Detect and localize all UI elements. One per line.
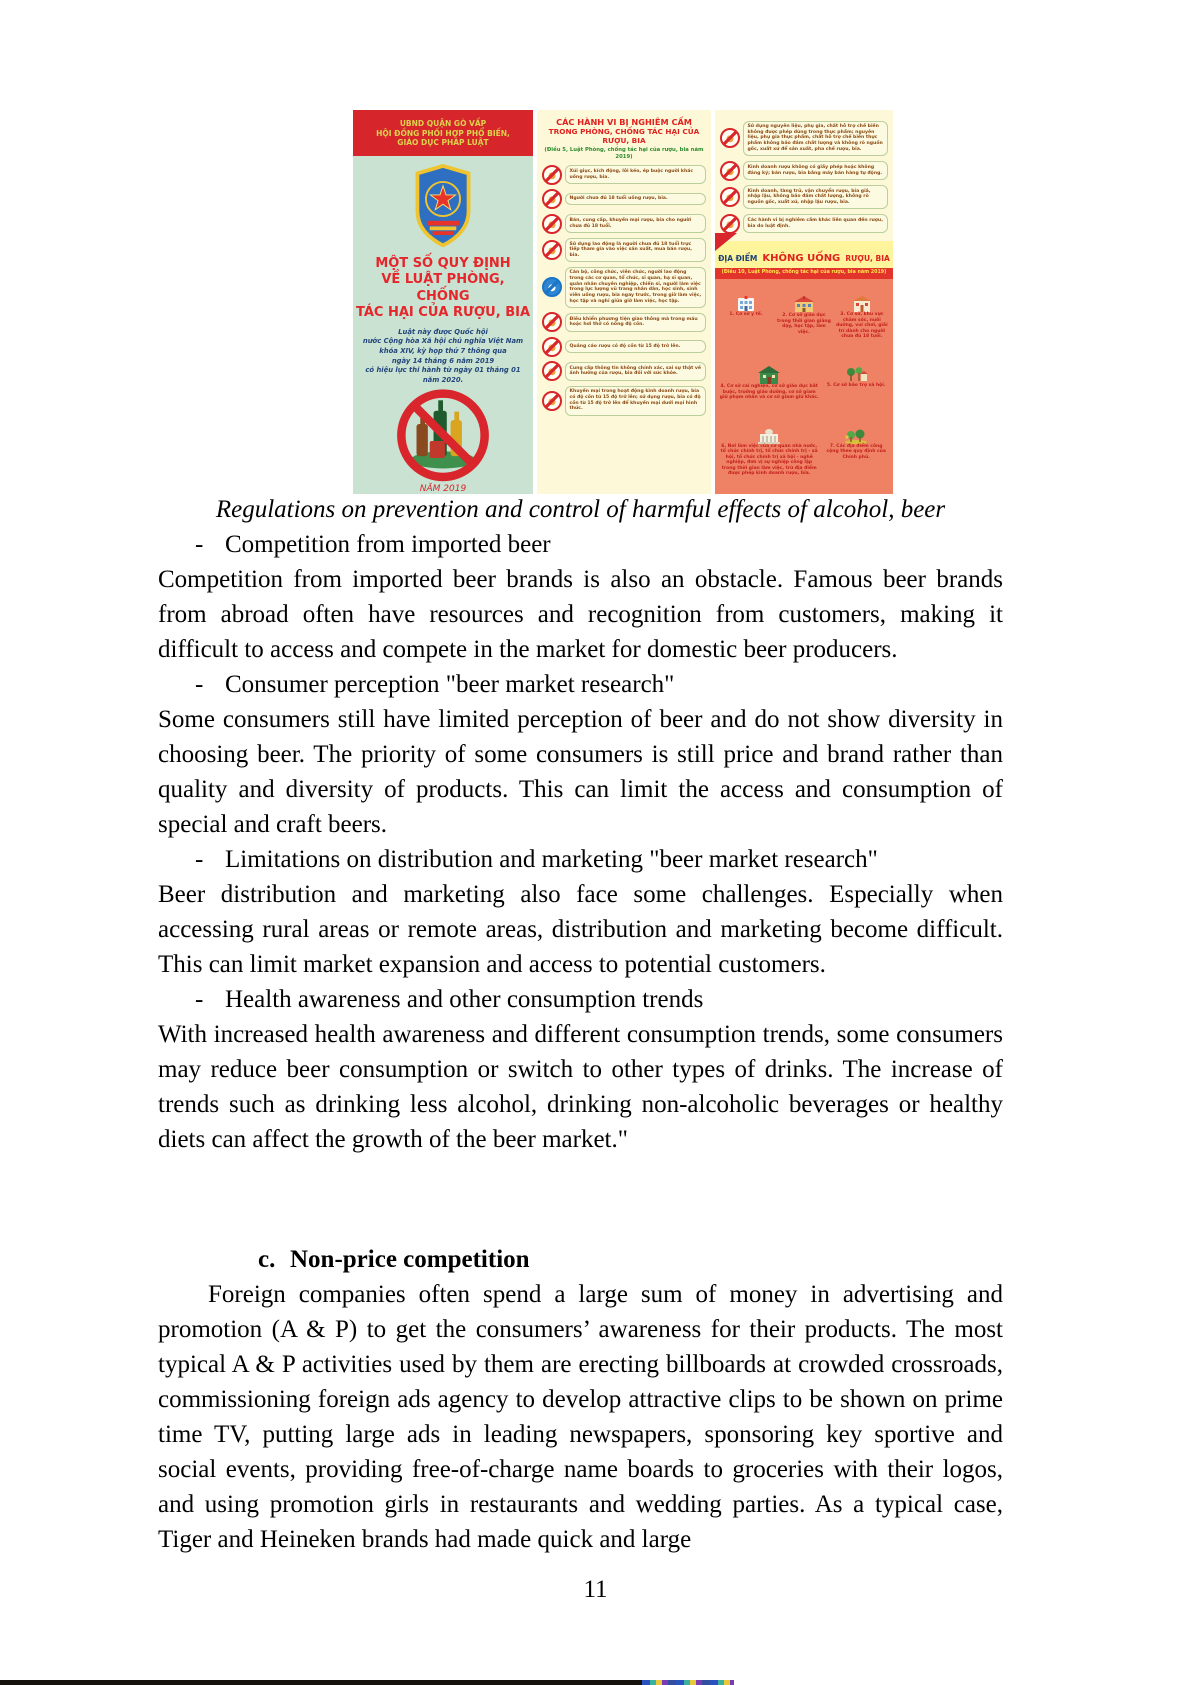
- prohibited-acts-subtitle: (Điều 5, Luật Phòng, chống tác hại của rượu, bia năm 2019): [544, 147, 704, 160]
- no-drinking-location: [821, 426, 891, 479]
- banner-ribbon: [715, 233, 737, 251]
- prohibited-item: [542, 386, 706, 416]
- paragraph: Beer distribution and marketing also face some challenges. Especially when accessing rural areas or remote areas, distribution and marketing become difficult. This can limit market expansion and access to potential customers.: [158, 881, 1003, 978]
- house-icon: [757, 366, 781, 384]
- no-alcohol-sign-icon: [393, 388, 493, 483]
- prohibition-icon: [542, 165, 562, 185]
- prohibited-item-text: Kinh doanh, tàng trữ, vận chuyển rượu, bia giả, nhập lậu, không bảo đảm chất lượng, không rõ nguồn gốc, xuất xứ, nhập lậu rượu, bia.: [743, 185, 888, 209]
- no-drinking-places-banner: [715, 241, 893, 268]
- poster-title-line: VỀ LUẬT PHÒNG, CHỐNG: [381, 272, 505, 304]
- police-emblem-icon: [410, 164, 476, 247]
- prohibited-item-text: Khuyến mại trong hoạt động kinh doanh rượu, bia có độ cồn từ 15 độ trở lên; sử dụng rượu, bia có độ cồn từ 15 độ trở lên để khuyến mại dưới mọi hình thức.: [565, 386, 706, 416]
- bullet-line: [158, 842, 1003, 877]
- agency-line: HỘI ĐỒNG PHỐI HỢP PHỔ BIẾN,: [376, 128, 510, 138]
- law-note-line: có hiệu lực thi hành từ ngày 01 tháng 01 năm 2020.: [365, 366, 521, 384]
- poster-right-items: [715, 110, 893, 241]
- prohibited-item-text: Sử dụng lao động là người chưa đủ 18 tuổi trực tiếp tham gia vào việc sản xuất, mua bán rượu, bia.: [565, 238, 706, 262]
- prohibited-item: [542, 312, 706, 332]
- alcohol-law-poster: [353, 110, 893, 494]
- prohibition-icon: [542, 361, 562, 381]
- prohibited-item: [542, 361, 706, 381]
- prohibited-item-text: Điều khiển phương tiện giao thông mà trong máu hoặc hơi thở có nồng độ cồn.: [565, 313, 706, 331]
- location-label: 5. Cơ sở bảo trợ xã hội.: [826, 383, 886, 389]
- no-drinking-location: [775, 294, 833, 342]
- care-facility-icon: [852, 296, 872, 312]
- poster-title: [353, 256, 533, 322]
- prohibition-icon: [720, 128, 740, 148]
- location-label: 3. Cơ sở, khu vực chăm sóc, nuôi dưỡng, vui chơi, giải trí dành cho người chưa đủ 18 tuổi.: [836, 312, 888, 340]
- prohibited-item-text: Quảng cáo rượu có độ cồn từ 15 độ trở lên.: [565, 340, 706, 353]
- poster-agency-header: [353, 110, 533, 156]
- banner-prefix: ĐỊA ĐIỂM: [718, 253, 758, 263]
- location-label: 6. Nơi làm việc của cơ quan nhà nước, tổ chức chính trị, tổ chức chính trị - xã hội, tổ chức chính trị xã hội - nghề nghiệp, đơn vị sự nghiệp công lập trong thời gian làm việc, trừ địa điểm được phép kinh doanh rượu, bia.: [720, 443, 818, 477]
- prohibition-icon: [720, 187, 740, 207]
- prohibited-item: [542, 214, 706, 234]
- no-drinking-location: [717, 426, 821, 479]
- prohibited-item: [720, 121, 888, 157]
- prohibited-item-text: Bán, cung cấp, khuyến mại rượu, bia cho người chưa đủ 18 tuổi.: [565, 214, 706, 232]
- section-title: Non-price competition: [290, 1246, 530, 1273]
- bullet-line: [158, 667, 1003, 702]
- school-icon: [793, 296, 815, 313]
- prohibited-acts-title: CÁC HÀNH VI BỊ NGHIÊM CẤM: [556, 117, 692, 127]
- public-place-icon: [844, 428, 868, 444]
- poster-law-note: [353, 328, 533, 386]
- no-drinking-places-subtitle: (Điều 10, Luật Phòng, chống tác hại của rượu, bia năm 2019): [715, 268, 893, 279]
- prohibited-item: [720, 185, 888, 209]
- location-label: 2. Cơ sở giáo dục trong thời gian giảng dạy, học tập, làm việc.: [777, 313, 831, 335]
- prohibited-item-text: Cung cấp thông tin không chính xác, sai sự thật về ảnh hưởng của rượu, bia đối với sức khỏe.: [565, 362, 706, 380]
- poster-right-column: [715, 110, 893, 494]
- poster-year: NĂM 2019: [419, 484, 467, 494]
- poster-title-line: TÁC HẠI CỦA RƯỢU, BIA: [355, 305, 531, 321]
- page-number: 11: [583, 1576, 608, 1603]
- banner-suffix: RƯỢU, BIA: [845, 253, 890, 263]
- prohibited-item: [542, 165, 706, 185]
- bullet-line: [158, 527, 1003, 562]
- prohibition-icon: [720, 214, 740, 234]
- prohibited-item: [720, 161, 888, 181]
- no-drinking-location: [833, 294, 891, 342]
- section-heading: [158, 1242, 1003, 1277]
- poster-middle-column: [537, 110, 711, 494]
- law-note-line: ngày 14 tháng 6 năm 2019: [391, 356, 495, 365]
- prohibition-icon: [542, 240, 562, 260]
- location-label: 1. Cơ sở y tế.: [729, 312, 763, 318]
- bullet-text: Limitations on distribution and marketing "beer market research": [225, 846, 878, 873]
- prohibited-item: [542, 337, 706, 357]
- prohibited-item-text: Các hành vi bị nghiêm cấm khác liên quan đến rượu, bia do luật định.: [743, 214, 888, 232]
- bullet-line: [158, 982, 1003, 1017]
- no-drinking-locations: [715, 279, 893, 494]
- prohibited-acts-title-line2: TRONG PHÒNG, CHỐNG TÁC HẠI CỦA RƯỢU, BIA: [548, 127, 700, 145]
- blank-space: [158, 1157, 1003, 1242]
- bullet-dash: -: [195, 846, 204, 873]
- location-label: 7. Các địa điểm công cộng theo quy định của Chính phủ.: [826, 443, 886, 460]
- paragraph: Foreign companies often spend a large sum of money in advertising and promotion (A & P) to get the consumers’ awareness for their products. The most typical A & P activities used by them are erecting billboards at crowded crossroads, commissioning foreign ads agency to develop attractive clips to be shown on prime time TV, putting large ads in leading newspapers, sponsoring key sportive and social events, providing free-of-charge name boards to groceries with their logos, and using promotion girls in restaurants and wedding parties. As a typical case, Tiger and Heineken brands had made quick and large: [158, 1281, 1003, 1553]
- prohibition-icon: [542, 189, 562, 209]
- prohibition-icon: [720, 161, 740, 181]
- paragraph: Competition from imported beer brands is also an obstacle. Famous beer brands from abroad often have resources and recognition from customers, making it difficult to access and compete in the market for domestic beer producers.: [158, 566, 1003, 663]
- banner-highlight: KHÔNG UỐNG: [762, 252, 841, 264]
- bullet-dash: -: [195, 531, 204, 558]
- prohibited-item-text: Kinh doanh rượu không có giấy phép hoặc không đăng ký; bán rượu, bia bằng máy bán hàng tự động.: [743, 161, 888, 179]
- poster-title-line: MỘT SỐ QUY ĐỊNH: [375, 255, 511, 271]
- law-note-line: khóa XIV, kỳ họp thứ 7 thông qua: [379, 346, 507, 355]
- hospital-icon: [736, 296, 756, 312]
- prohibited-item: [542, 267, 706, 308]
- agency-line: GIÁO DỤC PHÁP LUẬT: [397, 138, 489, 147]
- prohibition-icon: [542, 214, 562, 234]
- bottom-edge-bar: [0, 1680, 642, 1685]
- prohibition-icon: [542, 337, 562, 357]
- social-protection-icon: [845, 366, 867, 383]
- section-letter: c.: [258, 1246, 276, 1273]
- prohibited-item-text: Xúi giục, kích động, lôi kéo, ép buộc người khác uống rượu, bia.: [565, 165, 706, 183]
- paragraph: With increased health awareness and different consumption trends, some consumers may reduce beer consumption or switch to other types of drinks. The increase of trends such as drinking less alcohol, drinking non-alcoholic beverages or healthy diets can affect the growth of the beer market.": [158, 1021, 1003, 1153]
- bullet-text: Competition from imported beer: [225, 531, 551, 558]
- prohibition-icon: [542, 391, 562, 411]
- bottom-edge-artifact: [642, 1680, 734, 1685]
- paragraph: Some consumers still have limited perception of beer and do not show diversity in choosing beer. The priority of some consumers is still price and brand rather than quality and diversity of products. This can limit the access and consumption of special and craft beers.: [158, 706, 1003, 838]
- no-drinking-location: [717, 294, 775, 342]
- no-drinking-location: [821, 364, 891, 403]
- prohibited-item: [720, 214, 888, 234]
- poster-left-column: [353, 110, 533, 494]
- agency-line: UBND QUẬN GÒ VẤP: [399, 119, 487, 128]
- prohibited-item-text: Người chưa đủ 18 tuổi uống rượu, bia.: [565, 193, 706, 206]
- prohibited-item: [542, 189, 706, 209]
- bullet-dash: -: [195, 671, 204, 698]
- prohibited-item-text: Sử dụng nguyên liệu, phụ gia, chất hỗ trợ chế biến không được phép dùng trong thực phẩm; nguyên liệu, phụ gia thực phẩm, chất hỗ trợ chế biến thực phẩm không bảo đảm chất lượng và không rõ nguồn gốc, xuất xứ để sản xuất, pha chế rượu, bia.: [743, 121, 888, 157]
- prohibited-item-text: Cán bộ, công chức, viên chức, người lao động trong các cơ quan, tổ chức, sĩ quan, hạ sĩ quan, quân nhân chuyên nghiệp, chiến sĩ, người làm việc trong lực lượng vũ trang nhân dân, học sinh, sinh viên uống rượu, bia ngay trước, trong giờ làm việc, học tập và nghỉ giữa giờ làm việc, học tập.: [565, 267, 706, 308]
- prohibition-icon: [542, 277, 562, 297]
- document-body: [158, 492, 1003, 1557]
- figure-caption: Regulations on prevention and control of harmful effects of alcohol, beer: [215, 496, 946, 523]
- prohibited-item: [542, 238, 706, 262]
- government-office-icon: [757, 428, 781, 444]
- prohibition-icon: [542, 312, 562, 332]
- bullet-text: Consumer perception "beer market research": [225, 671, 675, 698]
- bullet-dash: -: [195, 986, 204, 1013]
- location-label: 4. Cơ sở cai nghiện, cơ sở giáo dục bắt buộc, trường giáo dưỡng, cơ sở giam giữ phạm nhân và cơ sở giam giữ khác.: [719, 384, 819, 401]
- no-drinking-location: [717, 364, 821, 403]
- law-note-line: Luật này được Quốc hội: [398, 327, 488, 336]
- bullet-text: Health awareness and other consumption trends: [225, 986, 704, 1013]
- law-note-line: nước Cộng hòa Xã hội chủ nghĩa Việt Nam: [362, 337, 524, 346]
